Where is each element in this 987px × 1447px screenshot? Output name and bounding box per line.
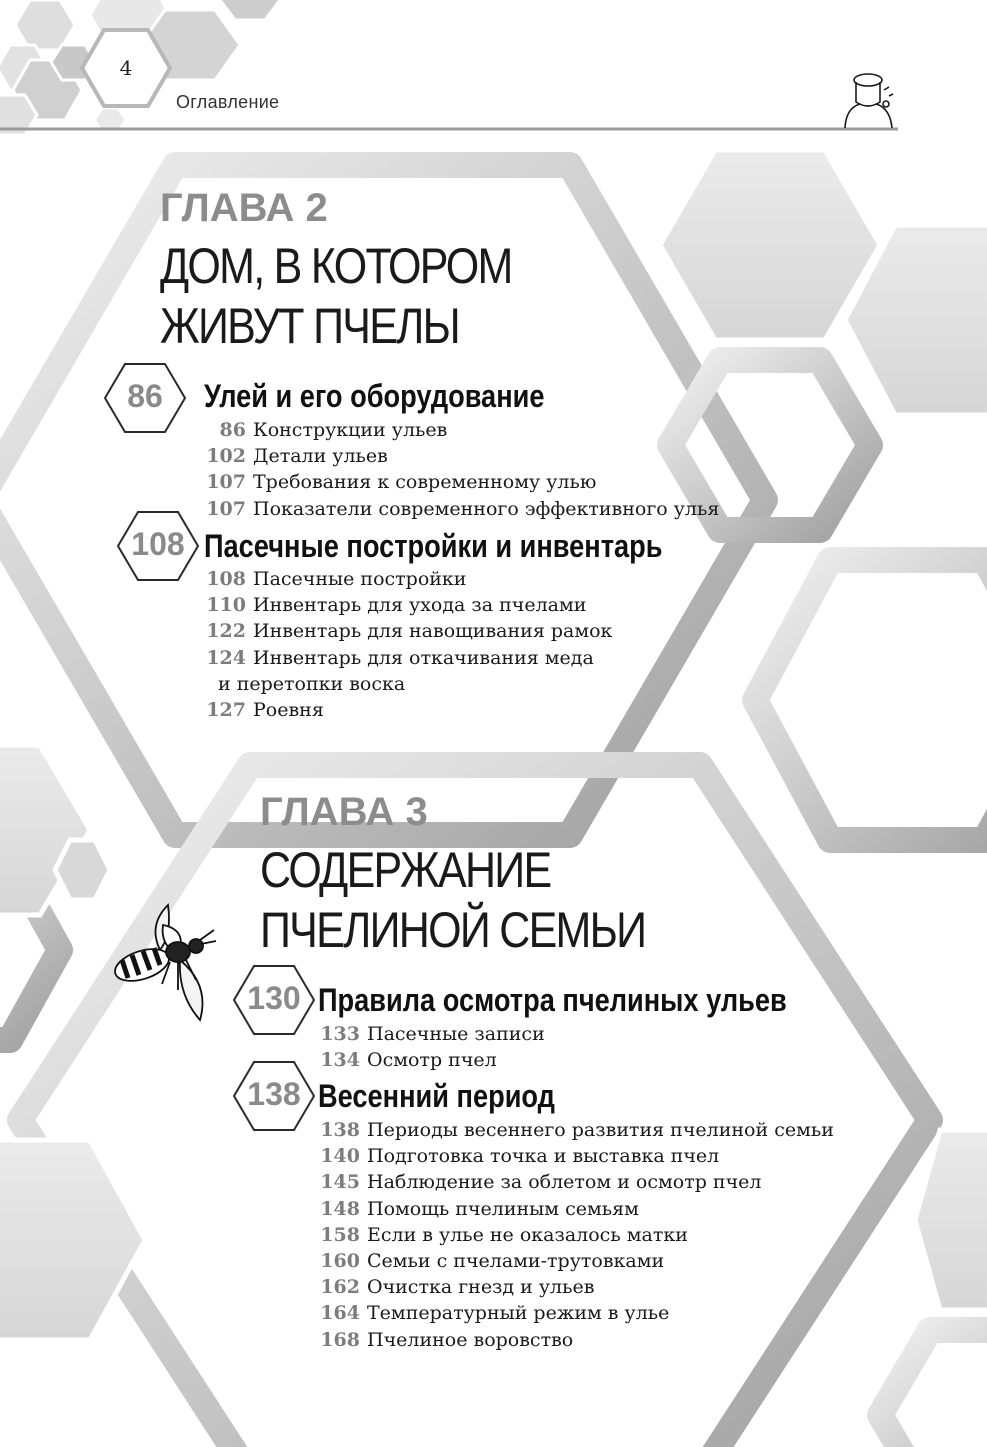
chapter-title-line: СОДЕРЖАНИЕ xyxy=(260,842,551,898)
beekeeper-icon xyxy=(845,74,893,128)
toc-item: 168 Пчелиное воровство xyxy=(320,1328,574,1351)
toc-item: 110 Инвентарь для ухода за пчелами xyxy=(206,594,587,617)
bee-icon xyxy=(111,905,216,1020)
toc-item: 134 Осмотр пчел xyxy=(320,1049,497,1072)
toc-item: 162 Очистка гнезд и ульев xyxy=(320,1276,595,1299)
toc-item-continuation: и перетопки воска xyxy=(218,672,406,695)
section-page-badge: 130 xyxy=(247,980,301,1016)
toc-list xyxy=(320,1117,834,1353)
chapter-title-line: ДОМ, В КОТОРОМ xyxy=(160,238,512,294)
toc-item: 164 Температурный режим в улье xyxy=(320,1302,670,1325)
section-page-badge: 86 xyxy=(127,378,163,414)
toc-list xyxy=(206,417,719,522)
page-number: 4 xyxy=(119,56,133,80)
toc-item: 107 Требования к современному улью xyxy=(206,471,597,494)
toc-item: 107 Показатели современного эффективного улья xyxy=(206,497,720,520)
toc-item: 86 Конструкции ульев xyxy=(219,419,448,441)
toc-item: 148 Помощь пчелиным семьям xyxy=(320,1197,639,1220)
chapter-title-line: ПЧЕЛИНОЙ СЕМЬИ xyxy=(260,902,646,958)
toc-item: 108 Пасечные постройки xyxy=(206,568,467,590)
toc-item: 145 Наблюдение за облетом и осмотр пчел xyxy=(320,1171,762,1194)
toc-item: 158 Если в улье не оказалось матки xyxy=(320,1223,688,1246)
toc-item: 124 Инвентарь для откачивания меда xyxy=(206,646,594,669)
toc-item: 102 Детали ульев xyxy=(206,445,388,468)
toc-item: 138 Периоды весеннего развития пчелиной семьи xyxy=(320,1119,834,1141)
toc-item: 127 Роевня xyxy=(206,699,324,722)
toc-item: 160 Семьи с пчелами-трутовками xyxy=(320,1250,665,1273)
section-title: Весенний период xyxy=(318,1078,555,1114)
section-page-badge: 108 xyxy=(131,526,185,562)
chapter-title-line: ЖИВУТ ПЧЕЛЫ xyxy=(160,298,460,354)
toc-list xyxy=(206,566,612,723)
toc-item: 133 Пасечные записи xyxy=(320,1023,545,1045)
chapter-title xyxy=(160,236,512,356)
section-title: Улей и его оборудование xyxy=(204,378,545,414)
section-title: Пасечные постройки и инвентарь xyxy=(204,528,663,564)
toc-list xyxy=(320,1021,545,1073)
toc-item: 122 Инвентарь для навощивания рамок xyxy=(206,620,613,643)
section-title: Правила осмотра пчелиных ульев xyxy=(318,982,787,1018)
toc-item: 140 Подготовка точка и выставка пчел xyxy=(320,1145,720,1168)
chapter-title xyxy=(260,840,645,960)
chapter-label: ГЛАВА 2 xyxy=(160,186,328,230)
running-header: Оглавление xyxy=(176,92,280,112)
chapter-label: ГЛАВА 3 xyxy=(260,790,428,834)
section-page-badge: 138 xyxy=(247,1076,301,1112)
